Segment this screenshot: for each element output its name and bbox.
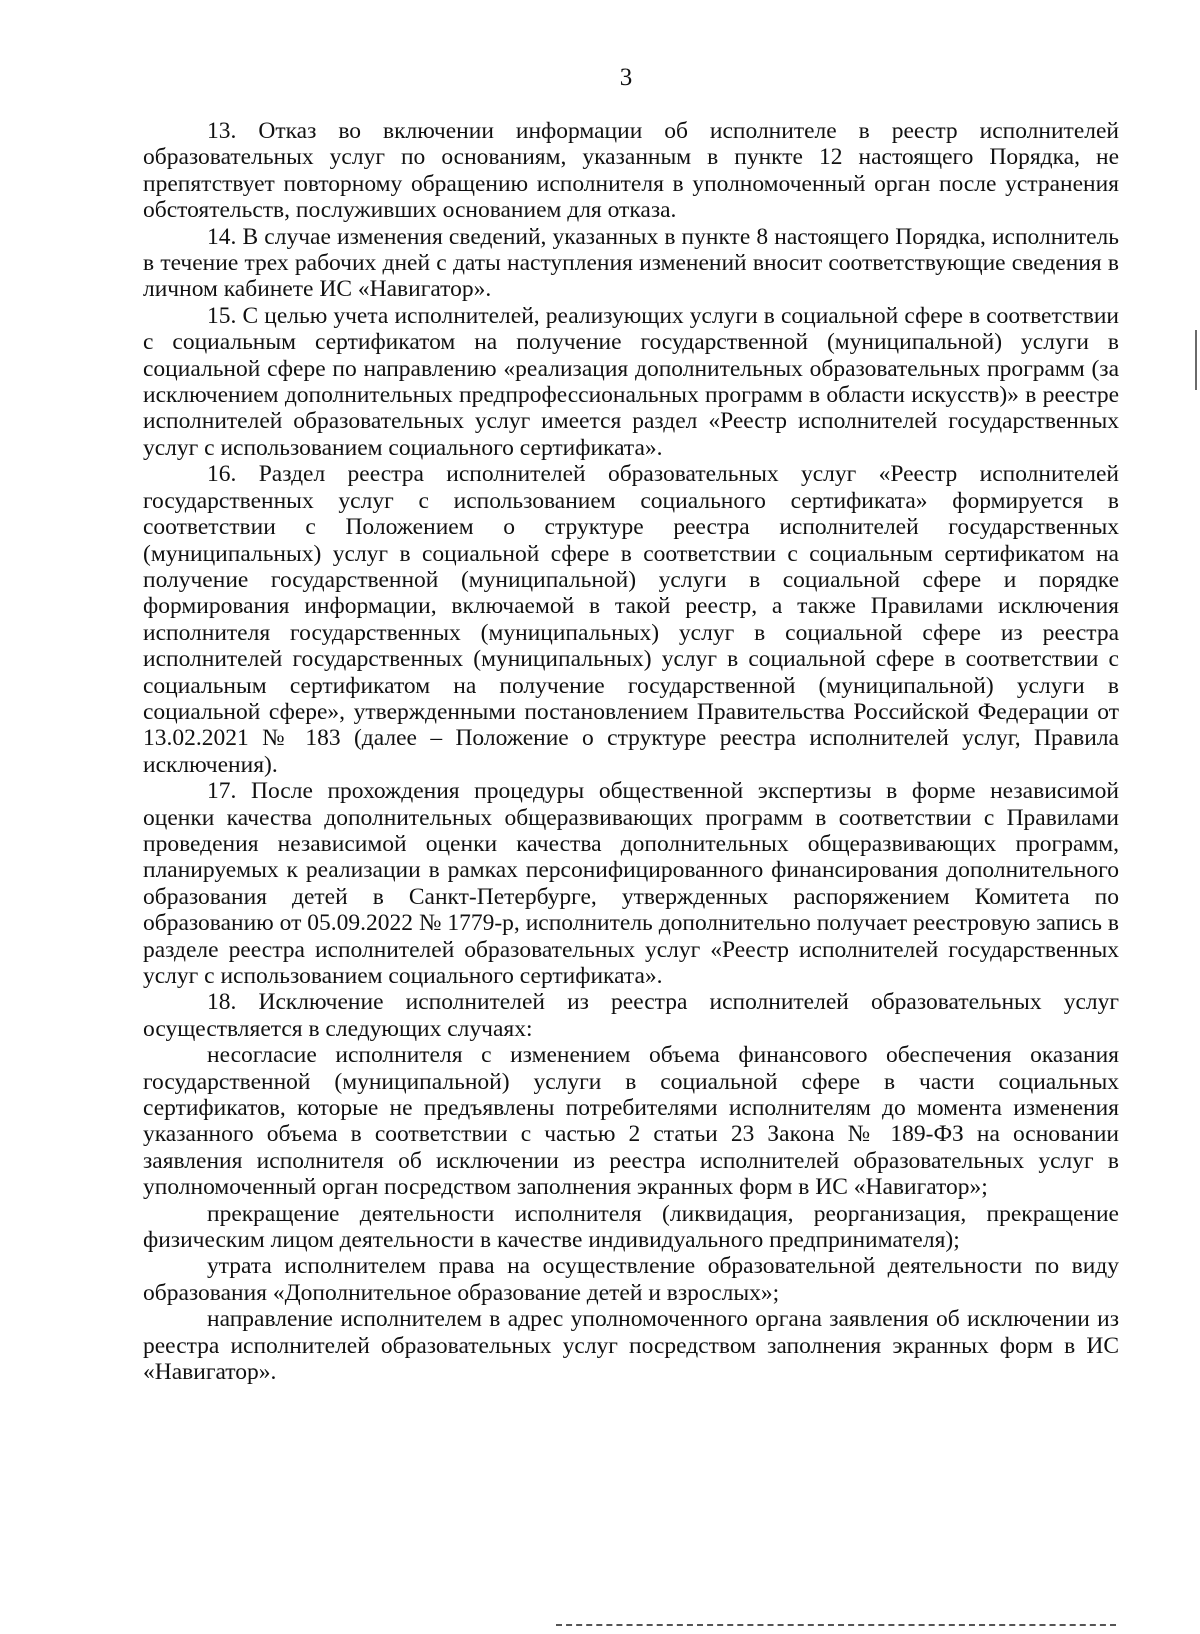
paragraph-13: 13. Отказ во включении информации об исполнителе в реестр исполнителей образовательных услуг по основаниям, указанным в пункте 12 настоящего Порядка, не препятствует повторному обращению исполнителя в уполномоченный орган после устранения обстоятельств, послуживших основанием для отказа. [143, 118, 1119, 224]
paragraph-17: 17. После прохождения процедуры общественной экспертизы в форме независимой оценки качества дополнительных общеразвивающих программ в соответствии с Правилами проведения независимой оценки качества дополнительных общеразвивающих программ, планируемых к реализации в рамках персонифицированного финансирования дополнительного образования детей в Санкт-Петербурге, утвержденных распоряжением Комитета по образованию от 05.09.2022 № 1779-р, исполнитель дополнительно получает реестровую запись в разделе реестра исполнителей образовательных услуг «Реестр исполнителей государственных услуг с использованием социального сертификата». [143, 778, 1119, 989]
document-body [143, 118, 1119, 1386]
scan-bottom-line [556, 1624, 1116, 1628]
paragraph-14: 14. В случае изменения сведений, указанных в пункте 8 настоящего Порядка, исполнитель в течение трех рабочих дней с даты наступления изменений вносит соответствующие сведения в личном кабинете ИС «Навигатор». [143, 223, 1119, 303]
exclusion-case-3: утрата исполнителем права на осуществление образовательной деятельности по виду образования «Дополнительное образование детей и взрослых»; [143, 1253, 1119, 1306]
scan-edge-mark [1195, 330, 1197, 390]
paragraph-15: 15. С целью учета исполнителей, реализующих услуги в социальной сфере в соответствии с социальным сертификатом на получение государственной (муниципальной) услуги в социальной сфере по направлению «реализация дополнительных образовательных программ (за исключением дополнительных предпрофессиональных программ в области искусств)» в реестре исполнителей образовательных услуг имеется раздел «Реестр исполнителей государственных услуг с использованием социального сертификата». [143, 302, 1119, 461]
paragraph-18: 18. Исключение исполнителей из реестра исполнителей образовательных услуг осуществляется в следующих случаях: [143, 989, 1119, 1042]
page-number: 3 [619, 64, 633, 91]
exclusion-case-2: прекращение деятельности исполнителя (ликвидация, реорганизация, прекращение физическим лицом деятельности в качестве индивидуального предпринимателя); [143, 1200, 1119, 1254]
paragraph-16: 16. Раздел реестра исполнителей образовательных услуг «Реестр исполнителей государственных услуг с использованием социального сертификата» формируется в соответствии с Положением о структуре реестра исполнителей государственных (муниципальных) услуг в социальной сфере в соответствии с социальным сертификатом на получение государственной (муниципальной) услуги в социальной сфере и порядке формирования информации, включаемой в такой реестр, а также Правилами исключения исполнителя государственных (муниципальных) услуг в социальной сфере из реестра исполнителей государственных (муниципальных) услуг в социальной сфере в соответствии с социальным сертификатом на получение государственной (муниципальной) услуги в социальной сфере», утвержденными постановлением Правительства Российской Федерации от 13.02.2021 № 183 (далее – Положение о структуре реестра исполнителей услуг, Правила исключения). [143, 461, 1119, 778]
exclusion-case-4: направление исполнителем в адрес уполномоченного органа заявления об исключении из реестра исполнителей образовательных услуг посредством заполнения экранных форм в ИС «Навигатор». [143, 1306, 1119, 1386]
exclusion-case-1: несогласие исполнителя с изменением объема финансового обеспечения оказания государственной (муниципальной) услуги в социальной сфере в части социальных сертификатов, которые не предъявлены потребителями исполнителям до момента изменения указанного объема в соответствии с частью 2 статьи 23 Закона № 189-ФЗ на основании заявления исполнителя об исключении из реестра исполнителей образовательных услуг в уполномоченный орган посредством заполнения экранных форм в ИС «Навигатор»; [143, 1042, 1119, 1201]
